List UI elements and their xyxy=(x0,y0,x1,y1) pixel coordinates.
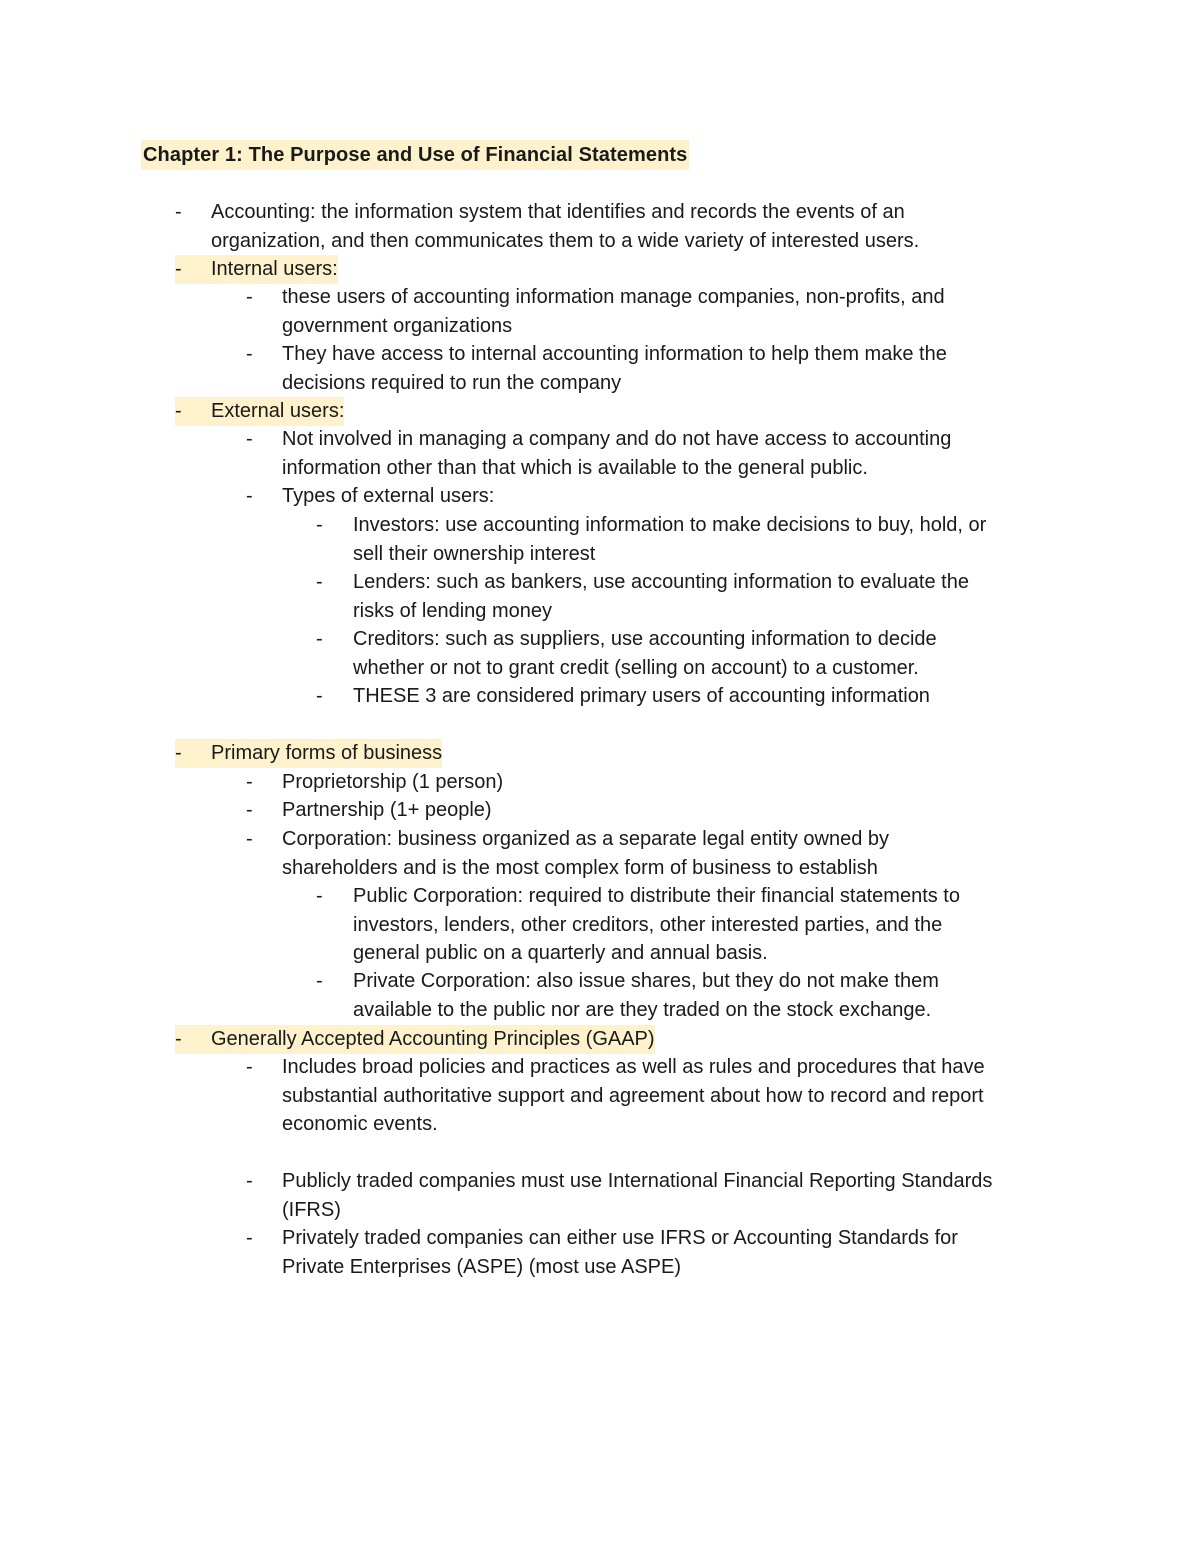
list-item-text: They have access to internal accounting information to help them make the xyxy=(282,343,947,365)
list-item-text: Private Enterprises (ASPE) (most use ASPE) xyxy=(282,1255,682,1278)
list-item-text: Not involved in managing a company and do not have access to accounting xyxy=(282,428,952,450)
list-item xyxy=(246,825,889,882)
bullet-dash: - xyxy=(246,771,253,793)
list-item-text: shareholders and is the most complex form of business to establish xyxy=(282,856,878,879)
list-item xyxy=(246,283,945,340)
list-item-text: substantial authoritative support and agreement about how to record and report xyxy=(282,1084,984,1107)
list-item xyxy=(246,1167,992,1224)
list-item-text: Generally Accepted Accounting Principles (GAAP) xyxy=(211,1028,655,1050)
list-item xyxy=(246,340,947,397)
list-item xyxy=(316,967,939,1024)
bullet-dash: - xyxy=(246,1056,253,1078)
chapter-title: Chapter 1: The Purpose and Use of Financial Statements xyxy=(141,140,689,170)
bullet-dash: - xyxy=(246,1227,253,1249)
list-item-text: External users: xyxy=(211,400,345,422)
list-item-text: government organizations xyxy=(282,314,513,337)
bullet-dash: - xyxy=(316,628,323,650)
list-item xyxy=(175,739,442,768)
bullet-dash: - xyxy=(246,485,253,507)
list-item xyxy=(175,397,344,426)
bullet-dash: - xyxy=(175,1028,182,1050)
list-item xyxy=(246,482,494,511)
bullet-dash: - xyxy=(316,685,323,707)
bullet-dash: - xyxy=(246,343,253,365)
list-item-text: Privately traded companies can either use IFRS or Accounting Standards for xyxy=(282,1227,958,1249)
list-item-text: Publicly traded companies must use International Financial Reporting Standards xyxy=(282,1170,993,1192)
bullet-dash: - xyxy=(316,970,323,992)
list-item-text: economic events. xyxy=(282,1113,438,1135)
list-item-text: Private Corporation: also issue shares, but they do not make them xyxy=(353,970,939,992)
list-item xyxy=(246,1224,958,1281)
bullet-dash: - xyxy=(246,799,253,821)
bullet-dash: - xyxy=(316,885,323,907)
highlighted-item xyxy=(175,739,442,768)
highlighted-item xyxy=(175,1025,655,1054)
list-item xyxy=(316,625,937,682)
list-item-text: Corporation: business organized as a separate legal entity owned by xyxy=(282,828,890,850)
list-item-text: Public Corporation: required to distribute their financial statements to xyxy=(353,885,960,907)
list-item xyxy=(316,682,930,711)
bullet-dash: - xyxy=(246,428,253,450)
bullet-dash: - xyxy=(175,201,182,223)
bullet-dash: - xyxy=(175,742,182,764)
bullet-dash: - xyxy=(246,286,253,308)
list-item xyxy=(246,768,503,797)
bullet-dash: - xyxy=(246,1170,253,1192)
list-item-text: Includes broad policies and practices as well as rules and procedures that have xyxy=(282,1056,985,1078)
list-item-text: Accounting: the information system that identifies and records the events of an xyxy=(211,201,905,223)
list-item xyxy=(316,568,969,625)
list-item-text: Primary forms of business xyxy=(211,742,443,764)
list-item-text: (IFRS) xyxy=(282,1198,341,1221)
list-item-text: available to the public nor are they traded on the stock exchange. xyxy=(353,998,932,1021)
list-item-text: Creditors: such as suppliers, use accounting information to decide xyxy=(353,628,937,650)
list-item-text: general public on a quarterly and annual basis. xyxy=(353,942,768,964)
list-item xyxy=(316,511,986,568)
list-item-text: Partnership (1+ people) xyxy=(282,799,492,821)
list-item-text: Investors: use accounting information to make decisions to buy, hold, or xyxy=(353,514,987,536)
list-item-text: organization, and then communicates them to a wide variety of interested users. xyxy=(211,229,920,252)
bullet-dash: - xyxy=(246,828,253,850)
list-item xyxy=(175,1025,655,1054)
list-item-text: whether or not to grant credit (selling on account) to a customer. xyxy=(353,656,919,679)
list-item-text: information other than that which is available to the general public. xyxy=(282,456,868,479)
list-item-text: Proprietorship (1 person) xyxy=(282,771,504,793)
highlighted-item xyxy=(175,397,344,426)
bullet-dash: - xyxy=(316,514,323,536)
bullet-dash: - xyxy=(175,258,182,280)
list-item-text: THESE 3 are considered primary users of accounting information xyxy=(353,685,930,707)
list-item-text: Internal users: xyxy=(211,258,338,280)
list-item-text: decisions required to run the company xyxy=(282,371,622,394)
list-item xyxy=(175,255,338,284)
list-item-text: Types of external users: xyxy=(282,485,495,507)
list-item-text: sell their ownership interest xyxy=(353,542,596,565)
list-item xyxy=(246,796,492,825)
list-item xyxy=(175,198,919,255)
list-item xyxy=(246,425,951,482)
highlighted-item xyxy=(175,255,338,284)
bullet-dash: - xyxy=(175,400,182,422)
bullet-dash: - xyxy=(316,571,323,593)
list-item-text: risks of lending money xyxy=(353,599,552,622)
list-item-text: Lenders: such as bankers, use accounting information to evaluate the xyxy=(353,571,969,593)
list-item xyxy=(246,1053,985,1139)
list-item-text: investors, lenders, other creditors, other interested parties, and the xyxy=(353,913,943,936)
list-item-text: these users of accounting information manage companies, non-profits, and xyxy=(282,286,945,308)
list-item xyxy=(316,882,960,968)
